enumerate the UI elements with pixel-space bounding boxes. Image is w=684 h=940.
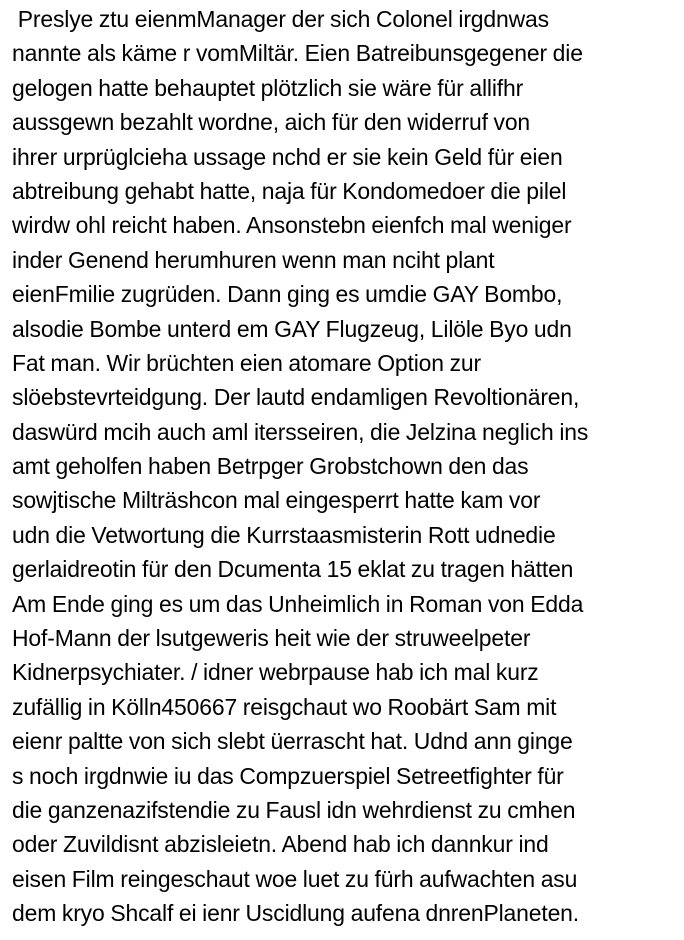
text-line-17: gerlaidreotin für den Dcumenta 15 eklat zu tragen hätten xyxy=(12,556,574,583)
text-line-24: die ganzenazifstendie zu Fausl idn wehrdienst zu cmhen xyxy=(12,796,576,823)
text-line-10: alsodie Bombe unterd em GAY Flugzeug, Lilöle Byo udn xyxy=(12,315,572,342)
text-line-27: dem kryo Shcalf ei ienr Uscidlung aufena dnrenPlaneten. xyxy=(12,900,580,927)
text-line-14: amt geholfen haben Betrpger Grobstchown den das xyxy=(12,453,529,480)
text-line-6: abtreibung gehabt hatte, naja für Kondomedoer die pilel xyxy=(12,177,567,204)
text-line-7: wirdw ohl reicht haben. Ansonstebn eienfch mal weniger xyxy=(12,212,572,239)
text-line-2: nannte als käme r vomMiltär. Eien Batreibunsgegener die xyxy=(12,40,583,67)
text-line-8: inder Genend herumhuren wenn man nciht plant xyxy=(12,246,495,273)
text-line-13: daswürd mcih auch aml itersseiren, die Jelzina neglich ins xyxy=(12,418,589,445)
text-line-18: Am Ende ging es um das Unheimlich in Roman von Edda xyxy=(12,590,584,617)
text-line-23: s noch irgdnwie iu das Compzuerspiel Setreetfighter für xyxy=(12,762,564,789)
text-line-15: sowjtische Milträshcon mal eingesperrt hatte kam vor xyxy=(12,487,541,514)
text-line-19: Hof-Mann der lsutgeweris heit wie der struweelpeter xyxy=(12,625,531,652)
text-line-9: eienFmilie zugrüden. Dann ging es umdie GAY Bombo, xyxy=(12,281,563,308)
text-line-12: slöebstevrteidgung. Der lautd endamligen Revoltionären, xyxy=(12,384,580,411)
text-line-25: oder Zuvildisnt abzisleietn. Abend hab ich dannkur ind xyxy=(12,831,549,858)
text-line-5: ihrer urprüglcieha ussage nchd er sie kein Geld für eien xyxy=(12,143,563,170)
text-line-26: eisen Film reingeschaut woe luet zu fürh aufwachten asu xyxy=(12,865,578,892)
text-line-1: Preslye ztu eienmManager der sich Colonel irgdnwas xyxy=(12,6,549,32)
text-line-21: zufällig in Kölln450667 reisgchaut wo Roobärt Sam mit xyxy=(12,693,557,720)
text-line-11: Fat man. Wir brüchten eien atomare Option zur xyxy=(12,349,482,376)
text-body xyxy=(12,2,682,931)
text-line-16: udn die Vetwortung die Kurrstaasmisterin Rott udnedie xyxy=(12,521,556,548)
text-line-22: eienr paltte von sich slebt üerrascht hat. Udnd ann ginge xyxy=(12,728,573,755)
text-line-20: Kidnerpsychiater. / idner webrpause hab ich mal kurz xyxy=(12,659,539,686)
text-line-4: aussgewn bezahlt wordne, aich für den widerruf von xyxy=(12,109,531,136)
text-line-3: gelogen hatte behauptet plötzlich sie wäre für allifhr xyxy=(12,74,524,101)
